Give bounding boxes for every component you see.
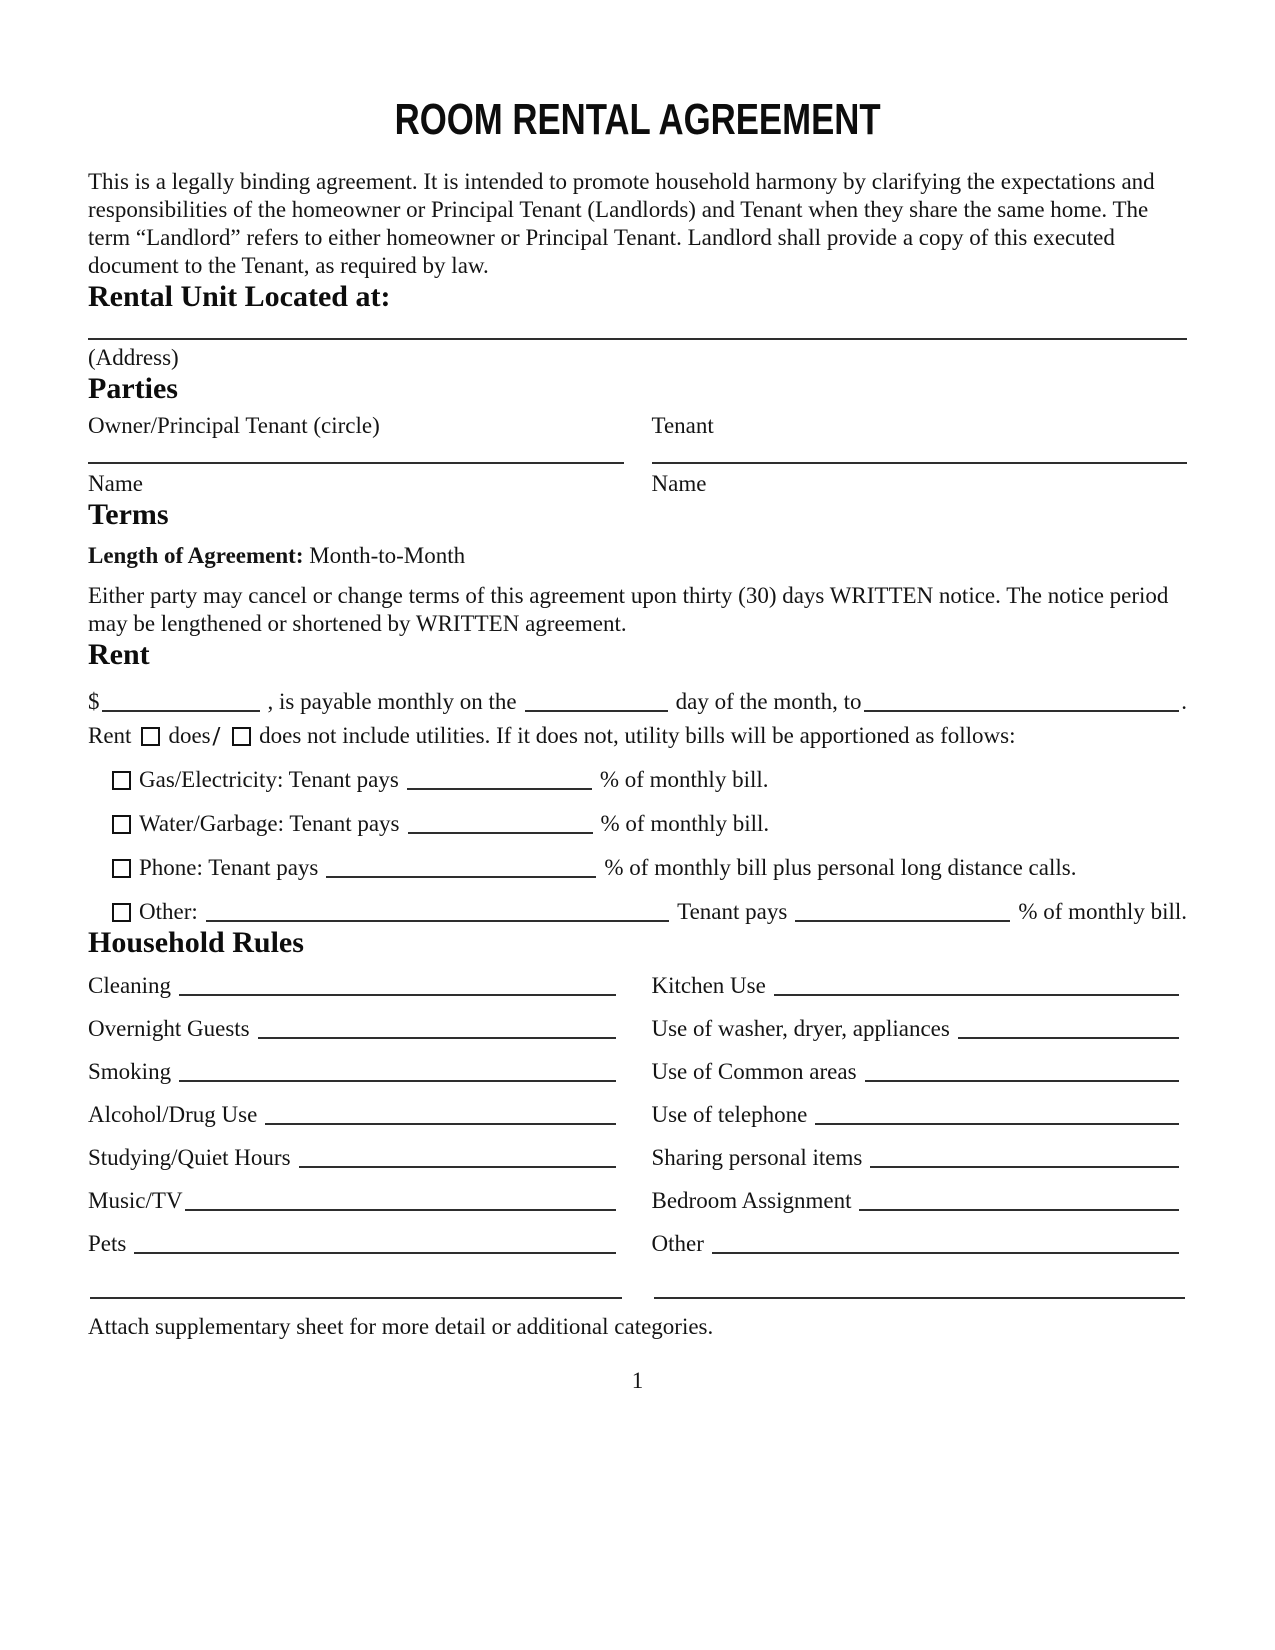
rule-sharing-personal-items-label: Sharing personal items	[651, 1145, 863, 1170]
phone-row	[112, 854, 1187, 882]
length-of-agreement-row	[88, 542, 1187, 570]
length-of-agreement-label: Length of Agreement:	[88, 543, 304, 568]
rent-payable-period: .	[1181, 689, 1187, 714]
rule-kitchen-use-field[interactable]	[774, 993, 1179, 996]
tenant-name-field[interactable]	[652, 462, 1188, 464]
rule-alcohol-drug-use-field[interactable]	[265, 1122, 615, 1125]
water-garbage-percent-field[interactable]	[408, 831, 593, 834]
other-utility-mid: Tenant pays	[677, 899, 788, 924]
rule-telephone-label: Use of telephone	[651, 1102, 808, 1127]
address-label: (Address)	[88, 345, 179, 370]
rent-amount-prefix: $	[88, 689, 100, 714]
rent-heading: Rent	[88, 638, 150, 671]
owner-name-label: Name	[88, 471, 143, 496]
water-garbage-row	[112, 810, 1187, 838]
page-title: ROOM RENTAL AGREEMENT	[394, 95, 881, 144]
address-field[interactable]	[88, 338, 1187, 340]
tenant-name-label: Name	[651, 471, 707, 496]
rule-bedroom-assignment-field[interactable]	[859, 1208, 1179, 1211]
rule-bedroom-assignment-label: Bedroom Assignment	[651, 1188, 852, 1213]
rent-due-day-field[interactable]	[525, 709, 668, 712]
rule-smoking-label: Smoking	[88, 1059, 172, 1084]
page-number: 1	[631, 1368, 644, 1393]
parties-heading: Parties	[88, 372, 178, 405]
water-garbage-label: Water/Garbage: Tenant pays	[139, 811, 400, 836]
rent-does-not-include-checkbox[interactable]	[232, 727, 251, 746]
rule-music-tv-field[interactable]	[185, 1208, 616, 1211]
rent-payable-row	[88, 688, 1187, 716]
phone-checkbox[interactable]	[112, 859, 131, 878]
cancellation-notice: Either party may cancel or change terms of this agreement upon thirty (30) days WRITTEN notice. The notice period may be lengthened or shortened by WRITTEN agreement.	[88, 583, 1169, 636]
rule-cleaning-label: Cleaning	[88, 973, 172, 998]
rent-utilities-sentence	[88, 722, 1187, 750]
water-garbage-suffix: % of monthly bill.	[600, 811, 770, 836]
rental-unit-heading: Rental Unit Located at:	[88, 280, 391, 313]
rule-studying-quiet-hours-field[interactable]	[299, 1165, 616, 1168]
terms-heading: Terms	[88, 498, 169, 531]
water-garbage-checkbox[interactable]	[112, 815, 131, 834]
rule-washer-dryer-appliances-label: Use of washer, dryer, appliances	[651, 1016, 950, 1041]
other-utility-label: Other:	[139, 899, 198, 924]
gas-electricity-label: Gas/Electricity: Tenant pays	[139, 767, 399, 792]
rent-payable-text-2: day of the month, to	[675, 689, 862, 714]
rent-does-include-checkbox[interactable]	[141, 727, 160, 746]
rule-overnight-guests-field[interactable]	[258, 1036, 616, 1039]
rule-alcohol-drug-use-label: Alcohol/Drug Use	[88, 1102, 258, 1127]
supplement-note: Attach supplementary sheet for more detail or additional categories.	[88, 1314, 714, 1339]
household-rules-grid	[88, 972, 1187, 1303]
rule-washer-dryer-appliances-field[interactable]	[958, 1036, 1179, 1039]
rent-does-not-label: does not include utilities. If it does not, utility bills will be apportioned as follows:	[259, 723, 1016, 748]
rent-amount-field[interactable]	[102, 709, 260, 712]
does-slash-separator: /	[212, 721, 221, 751]
household-rules-heading: Household Rules	[88, 926, 304, 959]
other-utility-suffix: % of monthly bill.	[1018, 899, 1187, 924]
other-utility-percent-field[interactable]	[795, 919, 1010, 922]
intro-paragraph: This is a legally binding agreement. It is intended to promote household harmony by clarifying the expectations and responsibilities of the homeowner or Principal Tenant (Landlords) and Tenant when they share the same home. The term “Landlord” refers to either homeowner or Principal Tenant. Landlord shall provide a copy of this executed document to the Tenant, as required by law.	[88, 169, 1155, 278]
rent-does-label: does	[168, 723, 211, 748]
other-utility-checkbox[interactable]	[112, 903, 131, 922]
tenant-party-label: Tenant	[651, 413, 714, 438]
rule-common-areas-field[interactable]	[865, 1079, 1179, 1082]
rule-other-label: Other	[651, 1231, 704, 1256]
rent-payee-field[interactable]	[864, 709, 1180, 712]
rule-sharing-personal-items-field[interactable]	[870, 1165, 1179, 1168]
rule-other-field[interactable]	[712, 1251, 1179, 1254]
rule-cleaning-field[interactable]	[179, 993, 615, 996]
rule-kitchen-use-label: Kitchen Use	[651, 973, 766, 998]
rent-utilities-pre: Rent	[88, 723, 132, 748]
rule-smoking-field[interactable]	[179, 1079, 615, 1082]
other-utility-description-field[interactable]	[206, 919, 669, 922]
phone-label: Phone: Tenant pays	[139, 855, 319, 880]
owner-party-label: Owner/Principal Tenant (circle)	[88, 413, 380, 438]
length-of-agreement-value: Month-to-Month	[309, 543, 466, 568]
rule-music-tv-label: Music/TV	[88, 1188, 183, 1213]
extra-right-field[interactable]	[654, 1296, 1186, 1299]
rule-overnight-guests-label: Overnight Guests	[88, 1016, 250, 1041]
rent-payable-text-1: , is payable monthly on the	[267, 689, 517, 714]
gas-electricity-percent-field[interactable]	[407, 787, 592, 790]
owner-name-field[interactable]	[88, 462, 624, 464]
other-utility-row	[112, 898, 1187, 926]
gas-electricity-row	[112, 766, 1187, 794]
phone-percent-field[interactable]	[326, 875, 596, 878]
rule-common-areas-label: Use of Common areas	[651, 1059, 857, 1084]
rule-pets-label: Pets	[88, 1231, 127, 1256]
rule-studying-quiet-hours-label: Studying/Quiet Hours	[88, 1145, 291, 1170]
gas-electricity-suffix: % of monthly bill.	[599, 767, 769, 792]
extra-left-field[interactable]	[90, 1296, 622, 1299]
rule-telephone-field[interactable]	[815, 1122, 1179, 1125]
phone-suffix: % of monthly bill plus personal long distance calls.	[604, 855, 1077, 880]
gas-electricity-checkbox[interactable]	[112, 771, 131, 790]
rule-pets-field[interactable]	[134, 1251, 615, 1254]
